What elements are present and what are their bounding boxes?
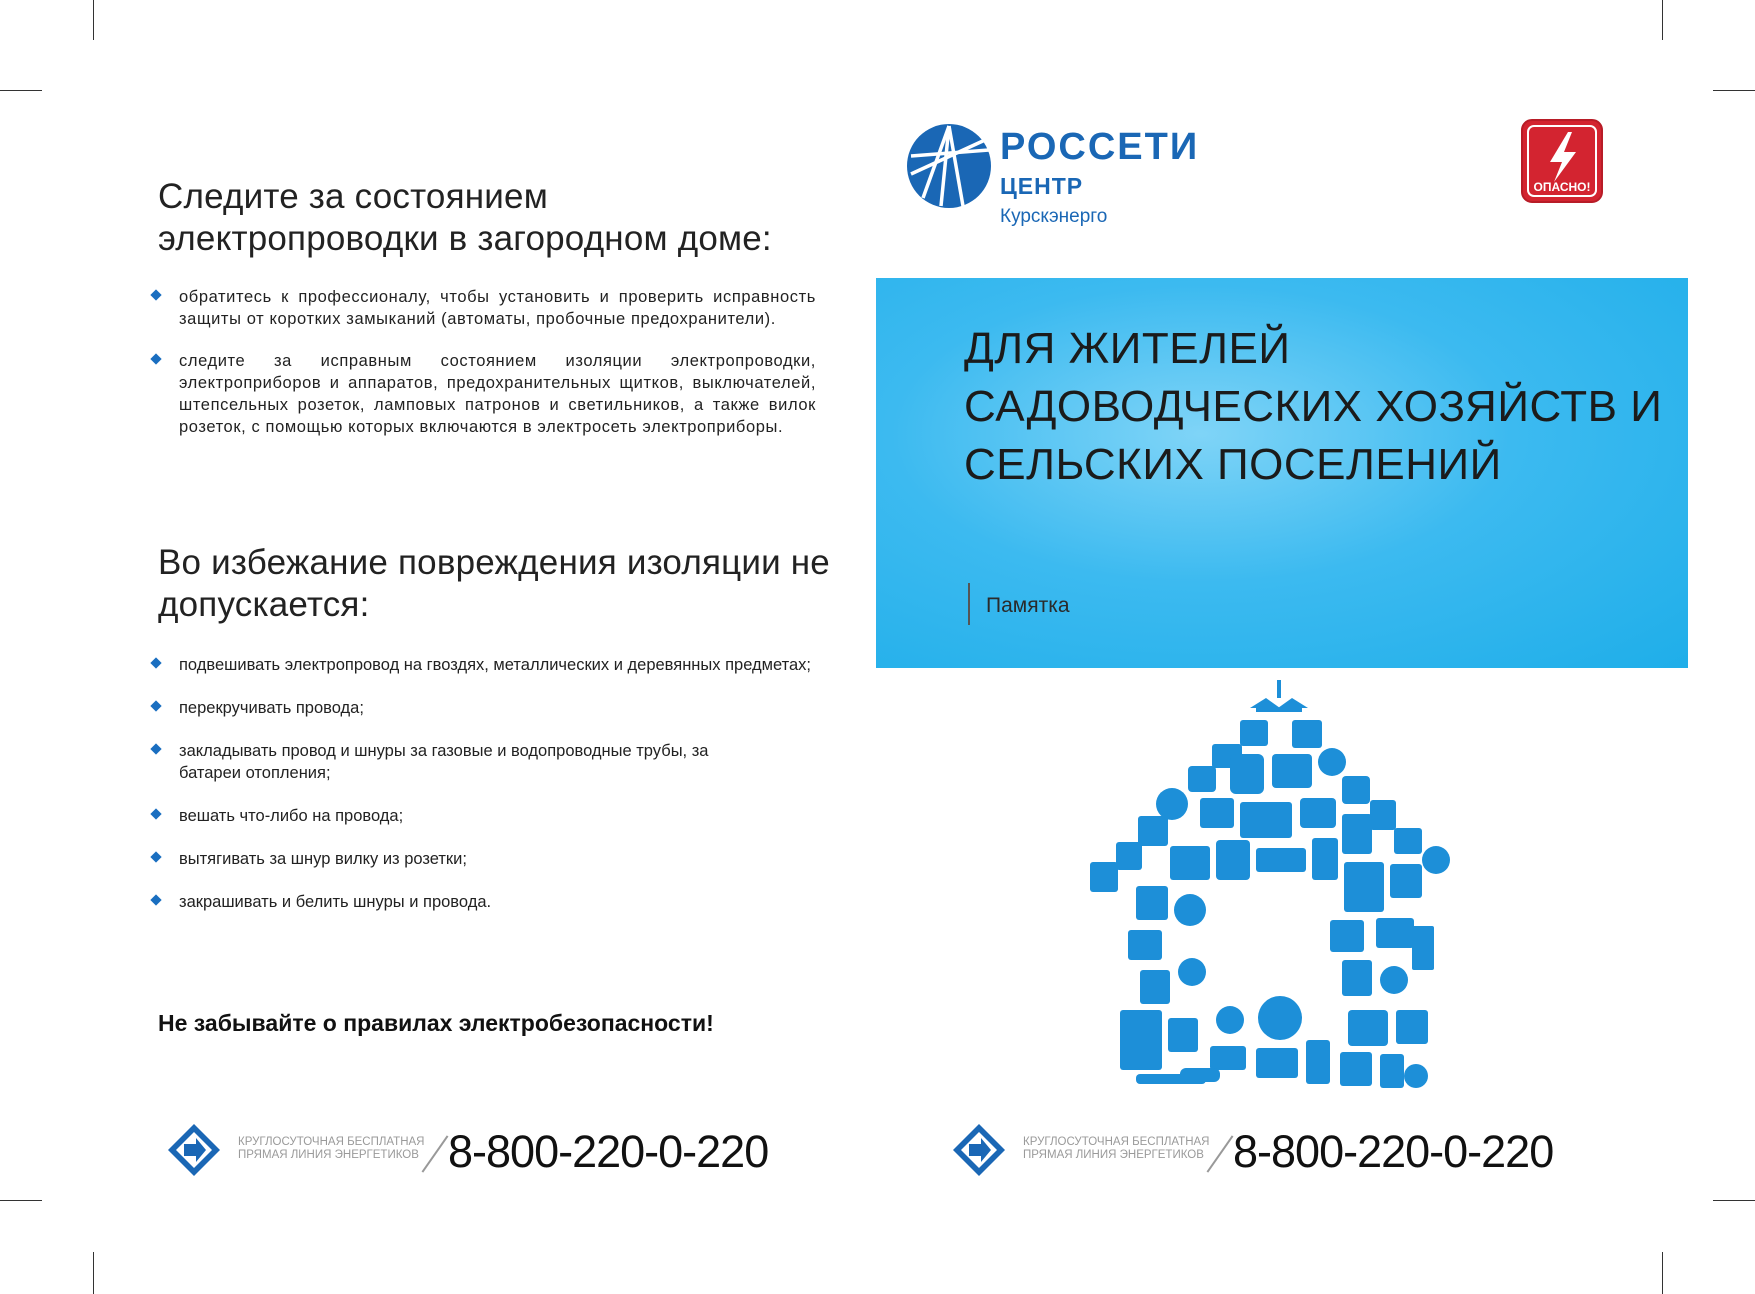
hotline-left [166,1120,806,1190]
rosseti-logo-icon [905,122,993,210]
wiring-advice-list [152,286,816,458]
list-item: перекручивать провода; [152,697,816,719]
diamond-bullet-icon [150,353,161,364]
list-item: следите за исправным состоянием изоляции электропроводки, электроприборов и аппаратов, предохранительных щитков, выключателей, штепсельных розеток, ламповых патронов и светильников, а также вилок розеток, с помощью которых включаются в электросеть электроприборы. [152,350,816,438]
hotline-phone[interactable]: 8-800-220-0-220 [448,1126,769,1177]
brand-subname: ЦЕНТР [1000,173,1084,199]
crop-mark [1662,1252,1663,1294]
hotline-diamond-icon [951,1122,1007,1178]
list-item: подвешивать электропровод на гвоздях, металлических и деревянных предметах; [152,654,816,676]
crop-mark [1662,0,1663,40]
hotline-caption: КРУГЛОСУТОЧНАЯ БЕСПЛАТНАЯ ПРЯМАЯ ЛИНИЯ ЭНЕРГЕТИКОВ [1023,1136,1210,1161]
crop-mark [0,90,42,91]
section-heading-wiring: Следите за состоянием электропроводки в загородном доме: [158,177,772,258]
diamond-bullet-icon [150,808,161,819]
crop-mark [93,1252,94,1294]
diamond-bullet-icon [150,289,161,300]
brand-name: РОССЕТИ [1000,126,1200,168]
brochure-title: ДЛЯ ЖИТЕЛЕЙ САДОВОДЧЕСКИХ ХОЗЯЙСТВ И СЕЛЬСКИХ ПОСЕЛЕНИЙ [964,324,1663,489]
title-banner [876,278,1688,668]
hotline-diamond-icon [166,1122,222,1178]
crop-mark [1713,90,1755,91]
diamond-bullet-icon [150,894,161,905]
safety-reminder: Не забывайте о правилах электробезопасности! [158,1010,714,1036]
brand-region: Курскэнерго [1000,206,1108,227]
hotline-phone[interactable]: 8-800-220-0-220 [1233,1126,1554,1177]
section-heading-insulation: Во избежание повреждения изоляции не допускается: [158,543,830,624]
list-item: закрашивать и белить шнуры и провода. [152,891,816,913]
diamond-bullet-icon [150,743,161,754]
diamond-bullet-icon [150,700,161,711]
hotline-right [951,1120,1591,1190]
hotline-caption: КРУГЛОСУТОЧНАЯ БЕСПЛАТНАЯ ПРЯМАЯ ЛИНИЯ ЭНЕРГЕТИКОВ [238,1136,425,1161]
crop-mark [1713,1200,1755,1201]
danger-sign [1520,118,1604,204]
list-item: вытягивать за шнур вилку из розетки; [152,848,816,870]
prohibited-actions-list [152,654,816,934]
danger-label: ОПАСНО! [1533,180,1591,194]
list-item: закладывать провод и шнуры за газовые и водопроводные трубы, за батареи отопления; [152,740,769,784]
divider [968,583,970,625]
rosseti-logo [905,118,1205,238]
diamond-bullet-icon [150,851,161,862]
crop-mark [0,1200,42,1201]
crop-mark [93,0,94,40]
diamond-bullet-icon [150,657,161,668]
list-item: вешать что-либо на провода; [152,805,816,827]
list-item: обратитесь к профессионалу, чтобы установить и проверить исправность защиты от коротких замыканий (автоматы, пробочные предохранители). [152,286,816,330]
appliance-house-icon [1080,680,1480,1100]
brochure-subtitle: Памятка [986,594,1070,617]
